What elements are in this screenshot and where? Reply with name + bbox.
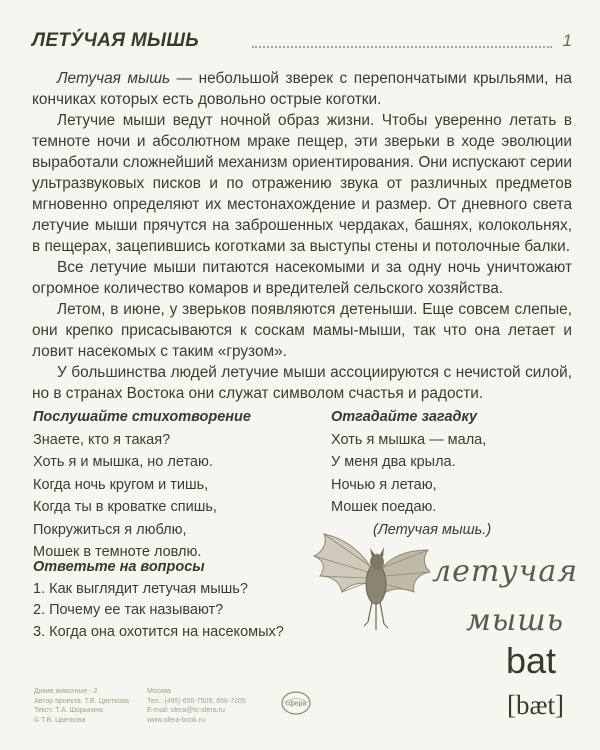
riddle-line: Ночью я летаю, <box>331 476 437 493</box>
poem-heading: Послушайте стихотворение <box>33 409 251 425</box>
riddle-answer: (Летучая мышь.) <box>373 521 492 538</box>
article-text <box>32 68 572 404</box>
logo-text: сфера <box>285 700 307 708</box>
poem-section <box>33 406 303 564</box>
title-dotted-leader <box>252 46 552 48</box>
riddle-line: Мошек поедаю. <box>331 499 437 515</box>
paragraph-3: Все летучие мыши питаются насекомыми и за одну ночь уничтожают огромное количество комаров и вредителей сельского хозяйства. <box>32 259 572 297</box>
poem-line: Покружиться я люблю, <box>33 521 187 538</box>
riddle-line: У меня два крыла. <box>331 454 456 470</box>
question-item: 3. Когда она охотится на насекомых? <box>33 623 284 640</box>
paragraph-1 <box>32 68 572 110</box>
footer-credits <box>34 687 129 725</box>
word-russian-line-2: мышь <box>466 603 565 638</box>
word-english: bat <box>506 640 557 681</box>
riddle-heading: Отгадайте загадку <box>331 409 478 425</box>
paragraph-4: Летом, в июне, у зверьков появляются детеныши. Еще совсем слепые, они крепко присасываются к соскам мамы-мыши, так что она летает и ловит насекомых с таким «грузом». <box>32 301 572 360</box>
footer-line: Москва <box>147 688 171 695</box>
footer-contacts <box>147 687 246 725</box>
page-header <box>32 30 572 54</box>
footer-line: E-mail: sfera@tc-sfera.ru <box>147 707 225 714</box>
page-title: ЛЕТУ́ЧАЯ МЫШЬ <box>32 30 199 51</box>
footer-line: Тел.: (495) 656-7505, 656-7205 <box>147 697 246 705</box>
poem-line: Знаете, кто я такая? <box>33 431 171 448</box>
poem-line: Мошек в темноте ловлю. <box>33 544 202 560</box>
question-item: 2. Почему ее так называют? <box>33 602 224 618</box>
word-transcription: [bæt] <box>507 690 564 720</box>
publisher-logo-icon <box>280 690 312 716</box>
question-item: 1. Как выглядит летучая мышь? <box>33 580 248 597</box>
word-russian-line-1: летучая <box>432 554 579 589</box>
riddle-line: Хоть я мышка — мала, <box>331 431 487 448</box>
footer-line: Автор проекта: Т.В. Цветкова <box>34 697 129 705</box>
term-bat: Летучая мышь <box>57 70 171 87</box>
poem-line: Хоть я и мышка, но летаю. <box>33 454 213 470</box>
footer-line: www.sfera-book.ru <box>147 716 205 724</box>
bat-illustration-icon <box>312 526 434 632</box>
poem-line: Когда ты в кроватке спишь, <box>33 499 217 515</box>
paragraph-2: Летучие мыши ведут ночной образ жизни. Чтобы уверенно летать в темноте ночи и абсолютном мраке пещер, эти зверьки в ходе эволюции выработали сложнейший механизм ориентирования. Они испускают серии ультразвуковых писков и по отражению звука от различных предметов мгновенно определяют их местонахождение и размер. От дневного света летучие мыши прячутся на заброшенных чердаках, башнях, колокольнях, в пещерах, зацепившись коготками за выступы стены и потолочные балки. <box>32 112 572 255</box>
footer-line: Дикие животные - 2 <box>34 688 98 695</box>
questions-section <box>33 557 323 643</box>
riddle-section <box>331 406 581 541</box>
paragraph-5: У большинства людей летучие мыши ассоциируются с нечистой силой, но в странах Востока они служат символом счастья и радости. <box>32 364 572 402</box>
questions-heading: Ответьте на вопросы <box>33 559 205 575</box>
paragraph-1-rest: — небольшой зверек с перепончатыми крыльями, на кончиках которых есть довольно острые коготки. <box>32 70 572 108</box>
footer-line: © Т.В. Цветкова <box>34 716 86 724</box>
footer-line: Текст: Т.А. Шорыгина <box>34 707 103 714</box>
page-number: 1 <box>562 31 572 50</box>
poem-line: Когда ночь кругом и тишь, <box>33 476 209 493</box>
